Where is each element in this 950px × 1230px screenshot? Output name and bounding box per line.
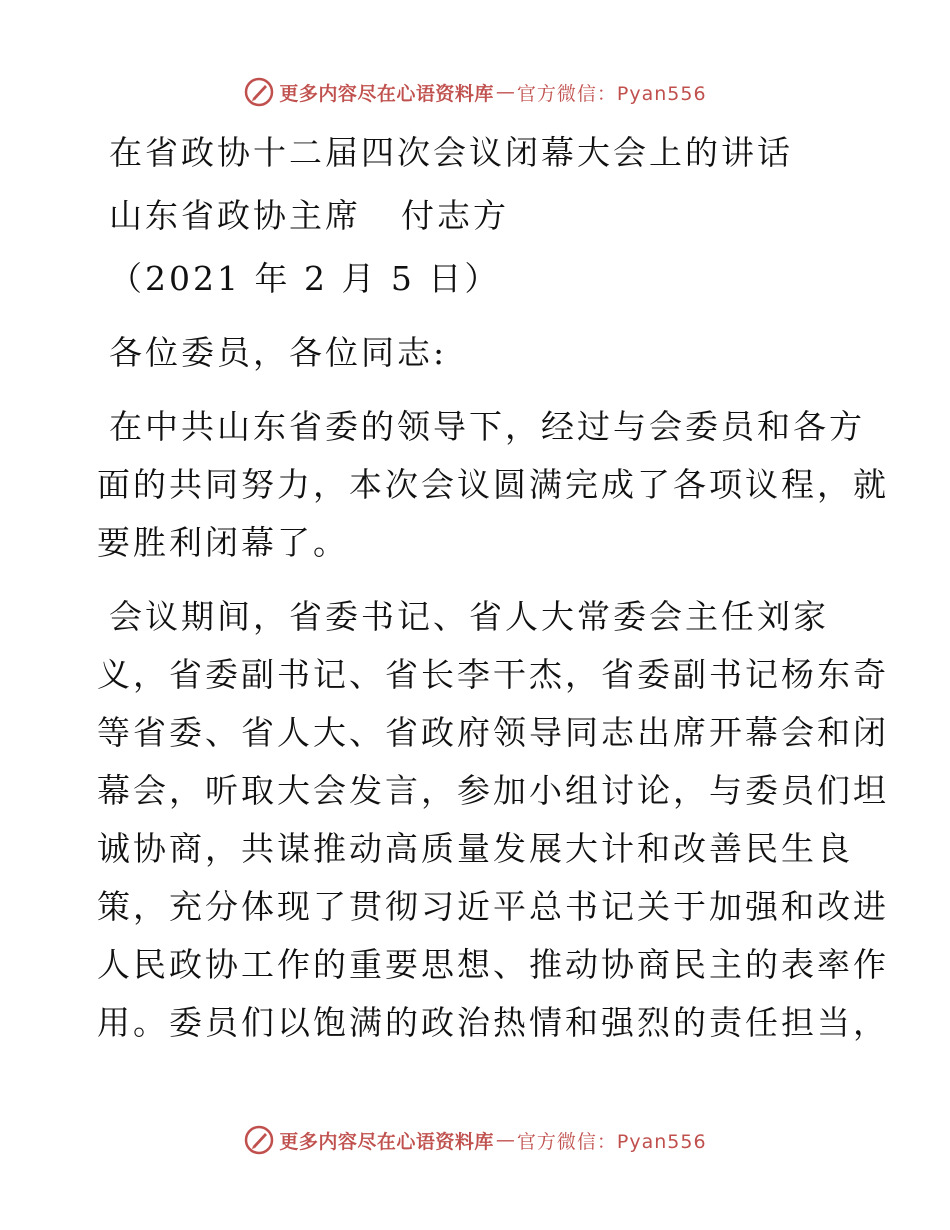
logo-icon	[243, 1124, 275, 1156]
paragraph-line: 人民政协工作的重要思想、推动协商民主的表率作	[97, 945, 889, 984]
paragraph-line: 义，省委副书记、省长李干杰，省委副书记杨东奇	[97, 655, 889, 694]
watermark-text: 更多内容尽在心语资料库	[279, 1130, 494, 1153]
logo-icon	[243, 76, 275, 108]
paragraph-1	[97, 398, 889, 572]
paragraph-line: 用。委员们以饱满的政治热情和强烈的责任担当，	[97, 1003, 889, 1042]
paragraph-line: 诚协商，共谋推动高质量发展大计和改善民生良	[97, 829, 853, 868]
paragraph-2	[97, 588, 889, 1052]
paragraph-line: 等省委、省人大、省政府领导同志出席开幕会和闭	[97, 713, 889, 752]
document-body	[97, 124, 889, 1052]
paragraph-line: 会议期间，省委书记、省人大常委会主任刘家	[109, 597, 829, 636]
author-name: 付志方	[401, 196, 509, 235]
document-author	[109, 187, 853, 245]
watermark-dash: —	[495, 1129, 515, 1151]
watermark-contact: 官方微信：Pyan556	[516, 1130, 707, 1153]
document-title: 在省政协十二届四次会议闭幕大会上的讲话	[109, 133, 793, 172]
watermark-contact: 官方微信：Pyan556	[516, 82, 707, 105]
watermark-dash: —	[495, 81, 515, 103]
paragraph-line: 面的共同努力，本次会议圆满完成了各项议程，就	[97, 465, 889, 504]
document-greeting: 各位委员，各位同志:	[109, 333, 448, 372]
watermark-footer	[0, 1120, 950, 1160]
paragraph-line: 幕会，听取大会发言，参加小组讨论，与委员们坦	[97, 771, 889, 810]
watermark-header	[0, 72, 950, 112]
author-role: 山东省政协主席	[109, 196, 361, 235]
paragraph-line: 在中共山东省委的领导下，经过与会委员和各方	[109, 407, 865, 446]
watermark-text: 更多内容尽在心语资料库	[279, 82, 494, 105]
paragraph-line: 策，充分体现了贯彻习近平总书记关于加强和改进	[97, 887, 889, 926]
document-date: （2021 年 2 月 5 日）	[109, 259, 501, 298]
paragraph-line: 要胜利闭幕了。	[97, 523, 349, 562]
